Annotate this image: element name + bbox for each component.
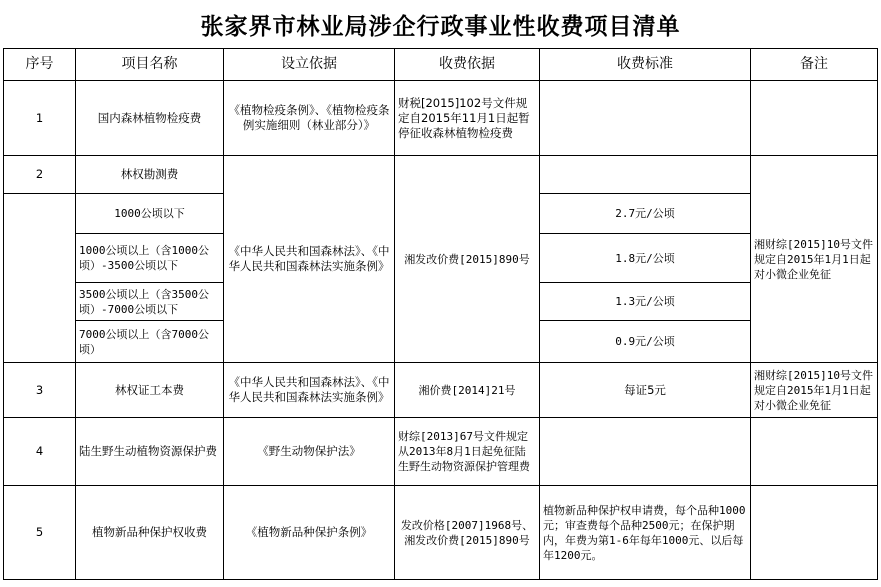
fee-table [3,48,878,580]
header-cell-name: 项目名称 [76,49,224,81]
cell-name: 林权勘测费 [76,156,224,194]
cell-note [751,418,878,486]
sub-item-standard: 1.8元/公顷 [540,234,751,283]
cell-no: 4 [4,418,76,486]
cell-basis: 《野生动物保护法》 [224,418,395,486]
cell-basis: 《植物新品种保护条例》 [224,486,395,580]
cell-note: 湘财综[2015]10号文件规定自2015年1月1日起对小微企业免征 [751,363,878,418]
sub-item-standard: 2.7元/公顷 [540,194,751,234]
cell-fee-basis: 发改价格[2007]1968号、湘发改价费[2015]890号 [395,486,540,580]
cell-fee-basis: 湘发改价费[2015]890号 [395,156,540,363]
table-row [4,156,878,194]
header-cell-fee-basis: 收费依据 [395,49,540,81]
header-row [4,49,878,81]
cell-no: 5 [4,486,76,580]
sub-item-standard: 1.3元/公顷 [540,283,751,321]
table-row [4,363,878,418]
sub-item-standard: 0.9元/公顷 [540,321,751,363]
cell-standard: 每证5元 [540,363,751,418]
cell-note [751,486,878,580]
cell-standard: 植物新品种保护权申请费，每个品种1000元；审查费每个品种2500元；在保护期内，年费为第1-6年每年1000元、以后每年1200元。 [540,486,751,580]
table-row [4,418,878,486]
cell-no-empty [4,194,76,363]
cell-fee-basis: 财税[2015]102号文件规定自2015年11月1日起暂停征收森林植物检疫费 [395,81,540,156]
cell-fee-basis: 湘价费[2014]21号 [395,363,540,418]
cell-name: 国内森林植物检疫费 [76,81,224,156]
header-cell-no: 序号 [4,49,76,81]
cell-fee-basis: 财综[2013]67号文件规定从2013年8月1日起免征陆生野生动物资源保护管理费 [395,418,540,486]
cell-standard [540,418,751,486]
cell-basis: 《植物检疫条例》、《植物检疫条例实施细则（林业部分）》 [224,81,395,156]
header-cell-note: 备注 [751,49,878,81]
sub-item-name: 1000公顷以上（含1000公顷）-3500公顷以下 [76,234,224,283]
cell-basis: 《中华人民共和国森林法》、《中华人民共和国森林法实施条例》 [224,156,395,363]
cell-note [751,81,878,156]
cell-no: 3 [4,363,76,418]
cell-name: 植物新品种保护权收费 [76,486,224,580]
table-row [4,81,878,156]
sub-item-name: 7000公顷以上（含7000公顷） [76,321,224,363]
cell-no: 1 [4,81,76,156]
cell-standard [540,81,751,156]
cell-standard [540,156,751,194]
sub-item-name: 1000公顷以下 [76,194,224,234]
header-cell-standard: 收费标准 [540,49,751,81]
cell-note: 湘财综[2015]10号文件规定自2015年1月1日起对小微企业免征 [751,156,878,363]
cell-basis: 《中华人民共和国森林法》、《中华人民共和国森林法实施条例》 [224,363,395,418]
cell-no: 2 [4,156,76,194]
cell-name: 陆生野生动植物资源保护费 [76,418,224,486]
page-title: 张家界市林业局涉企行政事业性收费项目清单 [200,13,681,40]
cell-name: 林权证工本费 [76,363,224,418]
sub-item-name: 3500公顷以上（含3500公顷）-7000公顷以下 [76,283,224,321]
header-cell-basis: 设立依据 [224,49,395,81]
table-row [4,486,878,580]
